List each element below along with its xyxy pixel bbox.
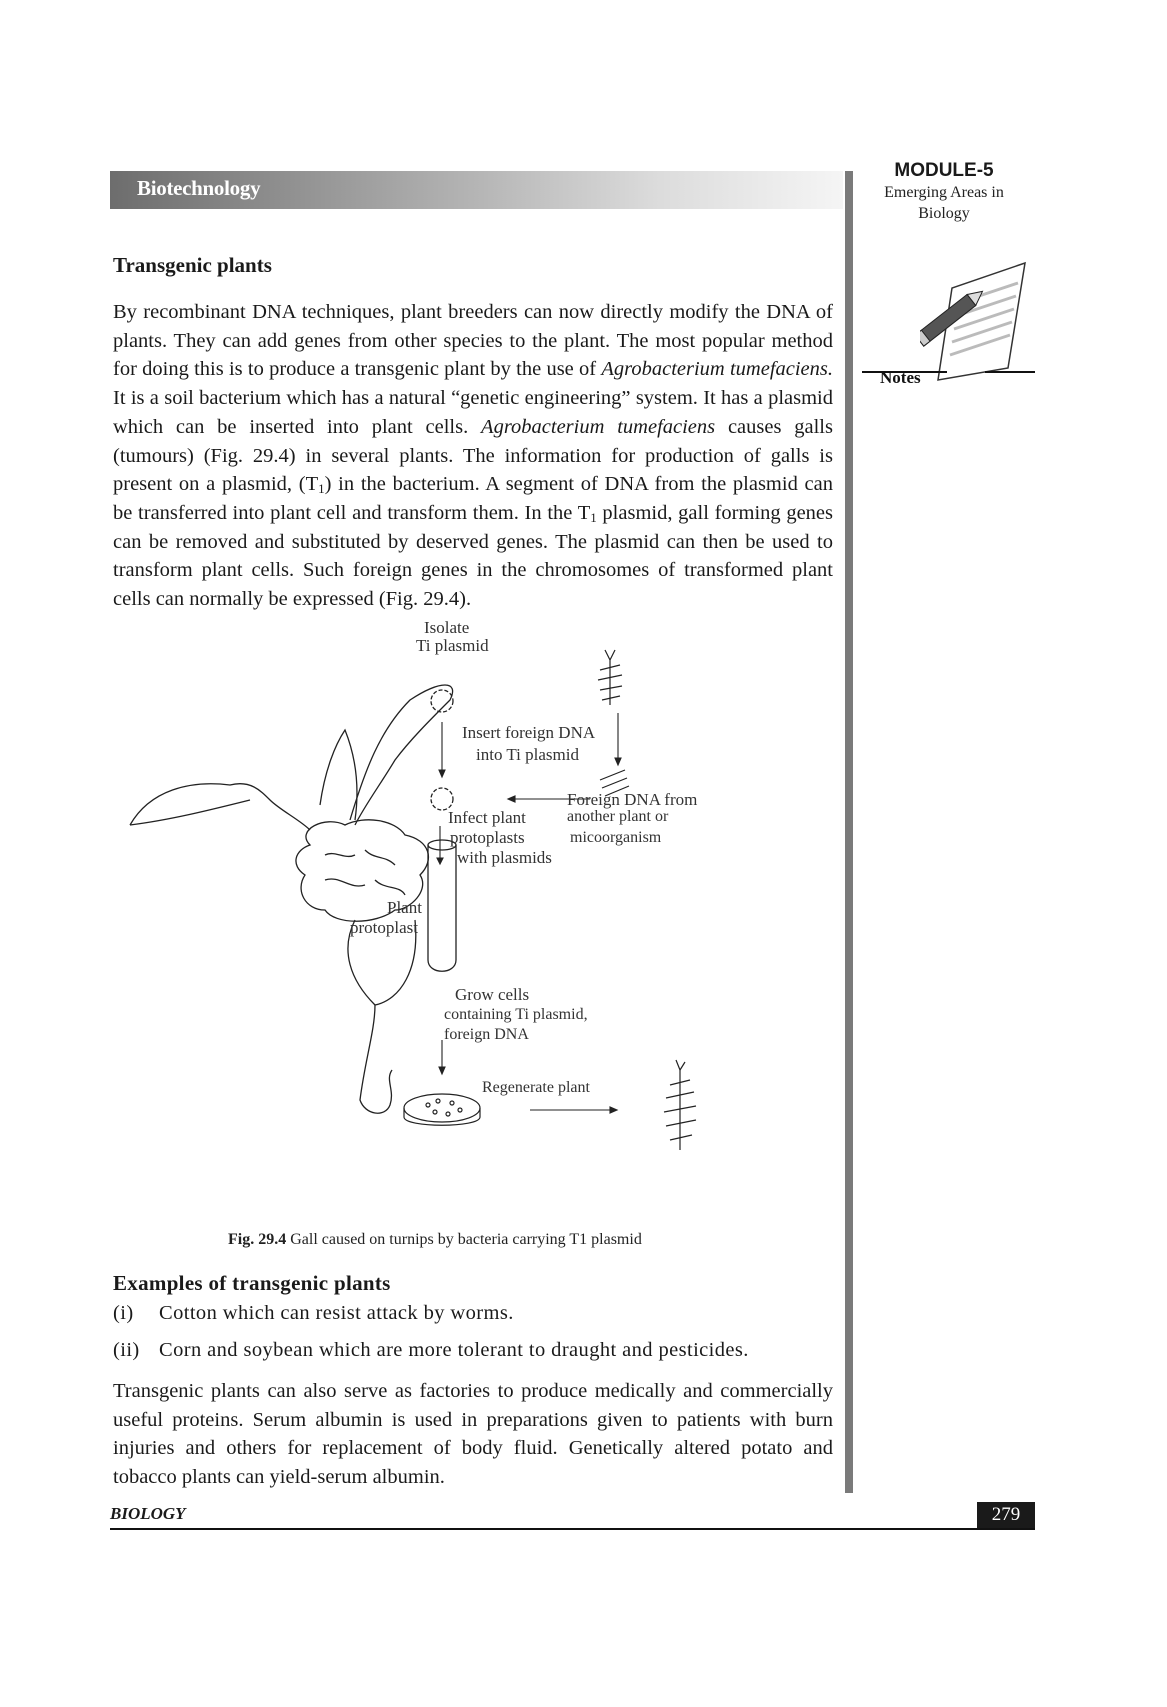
italic-term: Agrobacterium tumefaciens (481, 415, 716, 438)
text-run: ) in the bacterium. A segment of DNA from the plasmid can be transferred into plant cell and transform them. In the T (113, 473, 834, 524)
caption-number: Fig. 29.4 (228, 1231, 287, 1248)
label-insert-1: Insert foreign DNA (462, 723, 596, 742)
text-run: By recombinant DNA techniques, plant breeders can now directly modify the DNA of plants. They can add genes from other species to the plant. The most popular method for doing this is to produce a transgenic plant by the use of (113, 301, 833, 381)
module-subtitle-1: Emerging Areas in (884, 184, 1004, 201)
body-paragraph-1 (113, 298, 833, 614)
figure-illustration (110, 620, 840, 1180)
label-isolate: Isolate (424, 618, 470, 637)
italic-term: Agrobacterium tumefaciens. (601, 358, 834, 381)
label-regenerate: Regenerate plant (482, 1079, 590, 1096)
module-subtitle-2: Biology (918, 205, 970, 222)
list-text: Corn and soybean which are more tolerant to draught and pesticides. (159, 1339, 749, 1361)
label-foreign-1: Foreign DNA from (567, 790, 698, 809)
label-insert-2: into Ti plasmid (476, 745, 579, 764)
section-title: Transgenic plants (113, 253, 272, 277)
notes-rule-right (985, 371, 1035, 373)
chapter-header-bar (110, 171, 843, 209)
label-grow-2: containing Ti plasmid, (444, 1006, 588, 1023)
subscript: 1 (590, 509, 597, 525)
list-number: (i) (113, 1302, 134, 1324)
text-run: causes galls (tumours) (Fig. 29.4) in several plants. The information for production of galls is present on a plasmid, (T (113, 415, 833, 496)
footer-subject: BIOLOGY (110, 1504, 186, 1523)
footer-rule (110, 1528, 1035, 1530)
list-item (113, 1302, 514, 1325)
subscript: 1 (318, 481, 325, 497)
list-item (113, 1339, 749, 1362)
label-grow-1: Grow cells (455, 985, 530, 1004)
label-infect-2: protoplasts (450, 828, 525, 847)
label-foreign-3: micoorganism (570, 829, 662, 846)
list-number: (ii) (113, 1339, 140, 1361)
label-ti-plasmid: Ti plasmid (416, 636, 489, 655)
label-protoplast: protoplast (350, 918, 418, 937)
caption-text: Gall caused on turnips by bacteria carrying T1 plasmid (286, 1231, 642, 1248)
notes-label: Notes (880, 368, 921, 387)
module-box (860, 160, 1028, 224)
label-plant: Plant (387, 898, 422, 917)
label-foreign-2: another plant or (567, 808, 669, 825)
margin-divider (845, 171, 853, 1493)
figure-caption (228, 1231, 642, 1249)
examples-heading: Examples of transgenic plants (113, 1271, 391, 1295)
text-run: plasmid, gall forming genes can be removed and substituted by deserved genes. The plasmid can then be used to transform plant cells. Such foreign genes in the chromosomes of transformed plant cells can normally be expressed (Fig. 29.4). (113, 501, 834, 611)
list-text: Cotton which can resist attack by worms. (159, 1302, 514, 1324)
body-paragraph-2: Transgenic plants can also serve as factories to produce medically and commercially useful proteins. Serum albumin is used in preparations given to patients with burn injuries and others for replacement of body fluid. Genetically altered potato and tobacco plants can yield-serum albumin. (113, 1380, 833, 1489)
text-run: It is a soil bacterium which has a natural “genetic engineering” system. It has a plasmid which can be inserted into plant cells. (113, 387, 833, 438)
page-number: 279 (977, 1502, 1035, 1528)
label-grow-3: foreign DNA (444, 1026, 529, 1043)
module-title: MODULE-5 (894, 160, 994, 181)
label-infect-1: Infect plant (448, 808, 526, 827)
notepad-pencil-icon (920, 258, 1030, 388)
chapter-label: Biotechnology (137, 176, 261, 200)
figure-29-4 (110, 620, 840, 1180)
label-infect-3: with plasmids (457, 848, 552, 867)
